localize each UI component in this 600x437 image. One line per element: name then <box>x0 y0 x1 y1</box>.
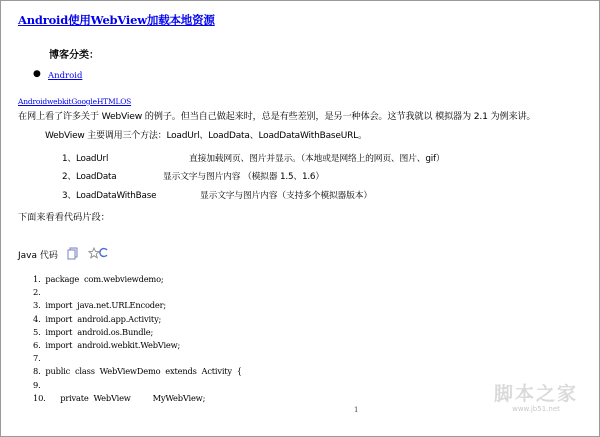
method-name: 2、LoadData <box>62 172 117 182</box>
code-line: 1. package com.webviewdemo; <box>33 274 164 284</box>
site-watermark <box>486 379 586 424</box>
watermark-text: 脚本之家 <box>493 383 578 405</box>
code-line: 5. import android.os.Bundle; <box>33 326 154 337</box>
article-title-link[interactable]: Android使用WebView加载本地资源 <box>18 13 215 27</box>
loading-icon <box>99 247 109 258</box>
method-description: 显示文字与图片内容（支持多个模拟器版本） <box>200 191 372 201</box>
bullet-icon: ● <box>33 69 41 79</box>
code-line: 8. public class WebViewDemo extends Activity { <box>33 366 242 377</box>
code-line: 3. import java.net.URLEncoder; <box>33 300 166 311</box>
intro-paragraph: 在网上看了许多关于 WebView 的例子。但当自己做起来时，总是有些差别，是另一种体会。这节我就以 模拟器为 2.1 为例来讲。 <box>18 111 536 122</box>
code-line: 2. <box>33 287 41 298</box>
code-line: 7. <box>33 353 41 364</box>
method-description: 显示文字与图片内容 （模拟器 1.5、1.6） <box>163 172 324 182</box>
copy-icon[interactable] <box>67 247 79 260</box>
code-intro: 下面来看看代码片段： <box>18 212 110 223</box>
code-line: 9. <box>33 379 41 390</box>
method-name: 1、LoadUrl <box>62 154 109 164</box>
code-line: 4. import android.app.Activity; <box>33 313 162 324</box>
code-line: 10. private WebView MyWebView; <box>33 392 206 403</box>
method-description: 直接加载网页、图片并显示。（本地或是网络上的网页、图片、gif） <box>189 154 445 164</box>
method-name: 3、LoadDataWithBase <box>62 191 157 201</box>
category-heading: 博客分类： <box>49 50 99 61</box>
tag-link[interactable]: AndroidwebkitGoogleHTMLOS <box>18 97 132 106</box>
methods-intro: WebView 主要调用三个方法：LoadUrl、LoadData、LoadDataWithBaseURL。 <box>45 131 367 141</box>
code-block <box>33 273 242 405</box>
watermark-url: www.jb51.net <box>512 405 560 413</box>
code-line: 6. import android.webkit.WebView; <box>33 339 181 350</box>
page-number: 1 <box>354 406 359 414</box>
category-link-android[interactable]: Android <box>48 71 83 81</box>
code-language-label: Java 代码 <box>18 251 58 261</box>
